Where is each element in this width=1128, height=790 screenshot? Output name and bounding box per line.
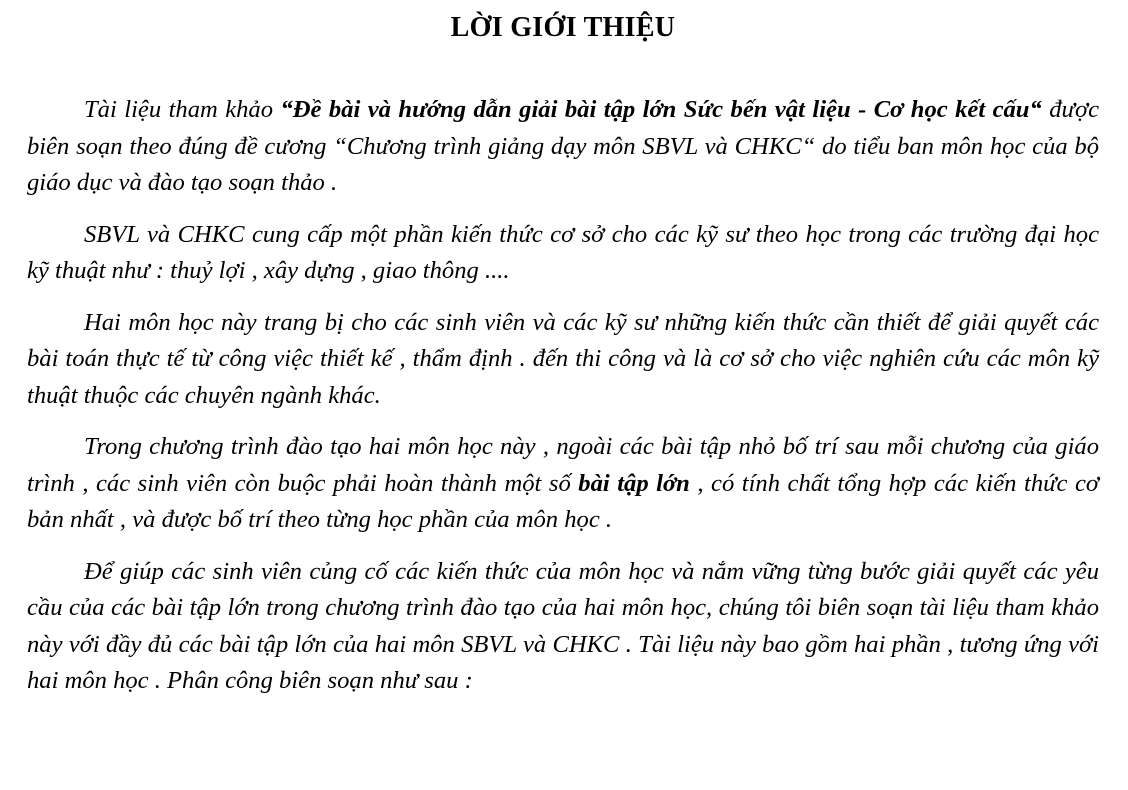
paragraph-4-text-start: Trong chương trình đào tạo hai môn học này , ngoài các bài tập nhỏ bố trí sau mỗi chương của giáo trình , các sinh viên còn buộc phải hoàn thành một số <box>27 433 1099 497</box>
paragraph-1 <box>27 92 1099 202</box>
paragraph-3: Hai môn học này trang bị cho các sinh viên và các kỹ sư những kiến thức cần thiết để giải quyết các bài toán thực tế từ công việc thiết kế , thẩm định . đến thi công và là cơ sở cho việc nghiên cứu các môn kỹ thuật thuộc các chuyên ngành khác. <box>27 308 1099 409</box>
paragraph-4-text-end: , có tính chất tổng hợp các kiến thức cơ bản nhất , và được bố trí theo từng học phần của môn học . <box>27 469 1100 533</box>
paragraph-2: SBVL và CHKC cung cấp một phần kiến thức cơ sở cho các kỹ sư theo học trong các trường đại học kỹ thuật như : thuỷ lợi , xây dựng , giao thông .... <box>27 220 1099 284</box>
paragraph-4 <box>27 429 1099 539</box>
paragraph-4-emphasis: bài tập lớn <box>578 469 690 497</box>
page-title: LỜI GIỚI THIỆU <box>450 12 676 43</box>
paragraph-1-text-start: Tài liệu tham khảo <box>84 96 281 123</box>
document-page <box>27 8 1099 715</box>
paragraph-5: Để giúp các sinh viên củng cố các kiến thức của môn học và nắm vững từng bước giải quyết các yêu cầu của các bài tập lớn trong chương trình đào tạo của hai môn học, chúng tôi biên soạn tài liệu tham khảo này với đầy đủ các bài tập lớn của hai môn SBVL và CHKC . Tài liệu này bao gồm hai phần , tương ứng với hai môn học . Phân công biên soạn như sau : <box>27 557 1099 694</box>
paragraph-1-text-end: được biên soạn theo đúng đề cương “Chương trình giảng dạy môn SBVL và CHKC“ do tiểu ban môn học của bộ giáo dục và đào tạo soạn thảo . <box>27 96 1099 196</box>
paragraph-1-book-title: “Đề bài và hướng dẫn giải bài tập lớn Sức bến vật liệu - Cơ học kết cấu“ <box>280 96 1042 123</box>
